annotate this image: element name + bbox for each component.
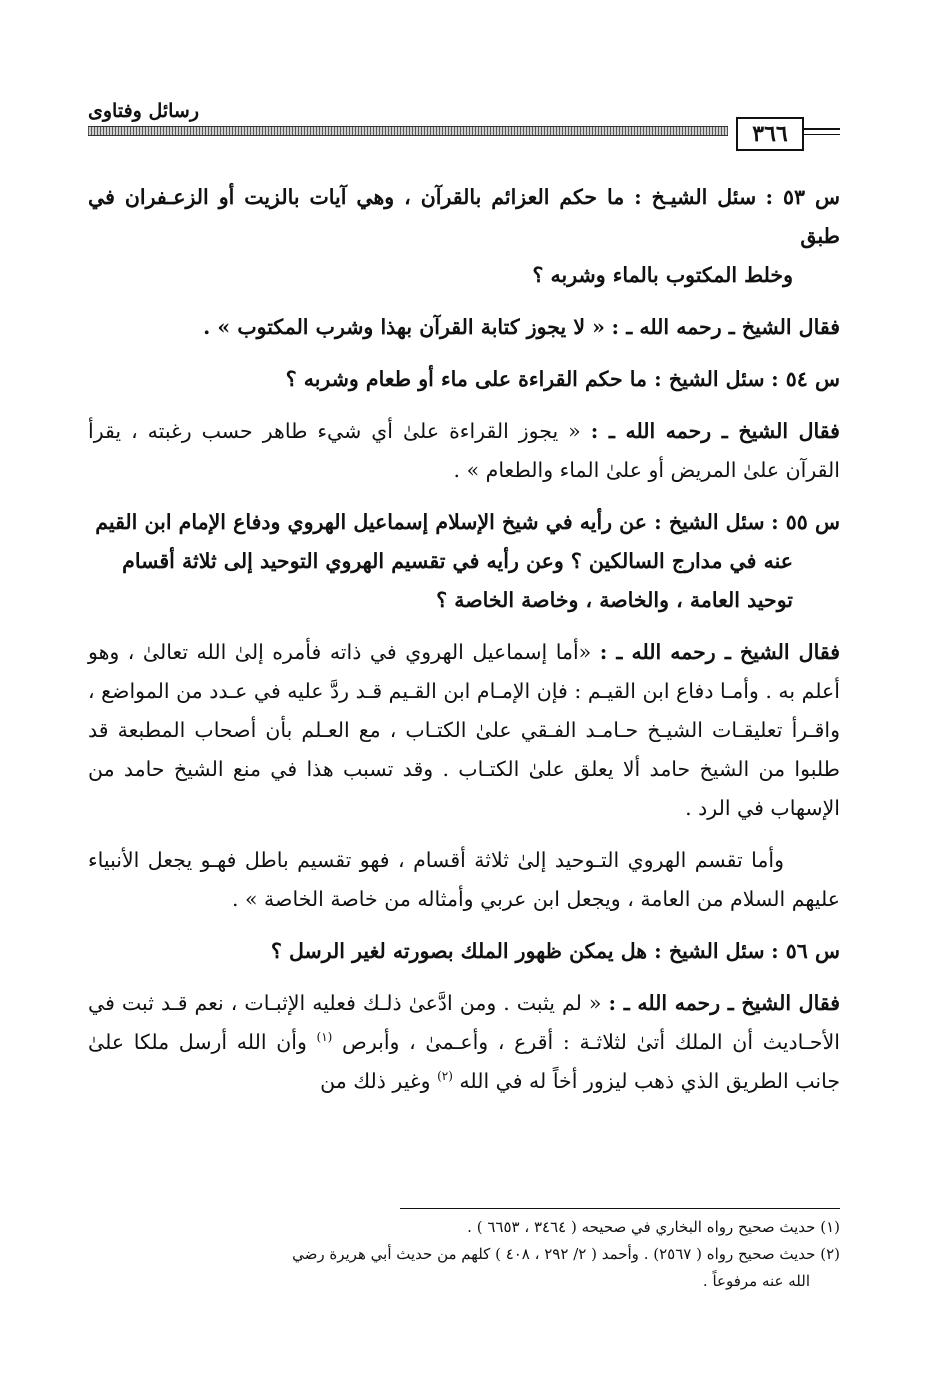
- answer-text: وأما تقسم الهروي التـوحيد إلىٰ ثلاثة أقسام ، فهو تقسيم باطل فهـو يجعل الأنبياء عليهم السلام من العامة ، ويجعل ابن عربي وأمثاله من خاصة الخاصة » .: [88, 848, 840, 911]
- question-number: س ٥٤ :: [771, 367, 840, 391]
- footnote-ref-2[interactable]: (٢): [437, 1069, 453, 1084]
- answer-54: [88, 412, 840, 490]
- answer-text: وغير ذلك من: [320, 1069, 431, 1093]
- answer-label: فقال الشيخ ـ رحمه الله ـ :: [608, 991, 840, 1015]
- question-number: س ٥٥ :: [771, 510, 840, 534]
- footnote-text-continued: الله عنه مرفوعاً .: [702, 1272, 810, 1290]
- header-rule: [88, 126, 728, 136]
- page-number: ٣٦٦: [736, 117, 804, 151]
- question-text: سئل الشيخ : عن رأيه في شيخ الإسلام إسماعيل الهروي ودفاع الإمام ابن القيم: [95, 510, 765, 534]
- question-53: [88, 178, 840, 295]
- answer-55: [88, 633, 840, 828]
- answer-53: [88, 308, 840, 347]
- question-number: س ٥٣ :: [765, 185, 840, 209]
- footnote-1: (١) حديث صحيح رواه البخاري في صحيحه ( ٣٤٦٤ ، ٦٦٥٣ ) .: [467, 1218, 840, 1236]
- page-body: [88, 178, 840, 1101]
- question-54: [88, 360, 840, 399]
- header-ornament-line: [804, 128, 840, 135]
- answer-56: [88, 984, 840, 1101]
- question-text: سئل الشيخ : ما حكم القراءة على ماء أو طعام وشربه ؟: [285, 367, 765, 391]
- footnote-text: (٢) حديث صحيح رواه ( ٢٥٦٧) . وأحمد ( ٢/ ٢٩٢ ، ٤٠٨ ) كلهم من حديث أبي هريرة رضي: [292, 1245, 840, 1263]
- answer-label: فقال الشيخ ـ رحمه الله ـ :: [599, 640, 840, 664]
- answer-text: « يجوز القراءة علىٰ أي شيء طاهر حسب رغبته ، يقرأ القرآن علىٰ المريض أو علىٰ الماء والطعام » .: [88, 419, 840, 482]
- question-text-continued: توحيد العامة ، والخاصة ، وخاصة الخاصة ؟: [436, 588, 793, 612]
- running-title: رسائل وفتاوى: [88, 100, 200, 122]
- question-text: سئل الشيخ : هل يمكن ظهور الملك بصورته لغير الرسل ؟: [271, 939, 765, 963]
- question-text-continued: عنه في مدارج السالكين ؟ وعن رأيه في تقسيم الهروي التوحيد إلى ثلاثة أقسام: [122, 549, 793, 573]
- answer-text: وأن الله أرسل ملكا علىٰ جانب الطريق الذي ذهب ليزور أخاً له في الله: [88, 1030, 840, 1093]
- question-number: س ٥٦ :: [771, 939, 840, 963]
- question-56: [88, 932, 840, 971]
- answer-text: «أما إسماعيل الهروي في ذاته فأمره إلىٰ الله تعالىٰ ، وهو أعلم به . وأمـا دفاع ابن القيـم : فإن الإمـام ابن القـيم قـد ردَّ عليه في عـدد من المواضع ، واقـرأ تعليقـات الشيـخ حـامـد الفـقي علىٰ الكتـاب ، مع العـلم بأن أصحاب المطبعة قد طلبوا من الشيخ حامد ألا يعلق علىٰ الكتـاب . وقد تسبب هذا في منع الشيخ حامد من الإسهاب في الرد .: [88, 640, 840, 820]
- question-text-continued: وخلط المكتوب بالماء وشربه ؟: [532, 263, 793, 287]
- footnote-ref-1[interactable]: (١): [316, 1030, 333, 1045]
- answer-label: فقال الشيخ ـ رحمه الله ـ :: [611, 315, 840, 339]
- question-55: [88, 503, 840, 620]
- answer-text: « لا يجوز كتابة القرآن بهذا وشرب المكتوب » .: [203, 315, 605, 339]
- question-text: سئل الشيـخ : ما حكم العزائم بالقرآن ، وهي آيات بالزيت أو الزعـفران في طبق: [88, 185, 840, 248]
- answer-label: فقال الشيخ ـ رحمه الله ـ :: [590, 419, 840, 443]
- footnote-separator: [400, 1208, 840, 1209]
- answer-55-continued: [88, 841, 840, 919]
- footnotes: [88, 1214, 840, 1295]
- answer-text: « لم يثبت . ومن ادَّعىٰ ذلـك فعليه الإثبـات ، نعم قـد ثبت في الأحـاديث أن الملك أتىٰ لثلاثـة : أقرع ، وأعـمىٰ ، وأبرص: [88, 991, 840, 1054]
- footnote-2: [88, 1241, 840, 1295]
